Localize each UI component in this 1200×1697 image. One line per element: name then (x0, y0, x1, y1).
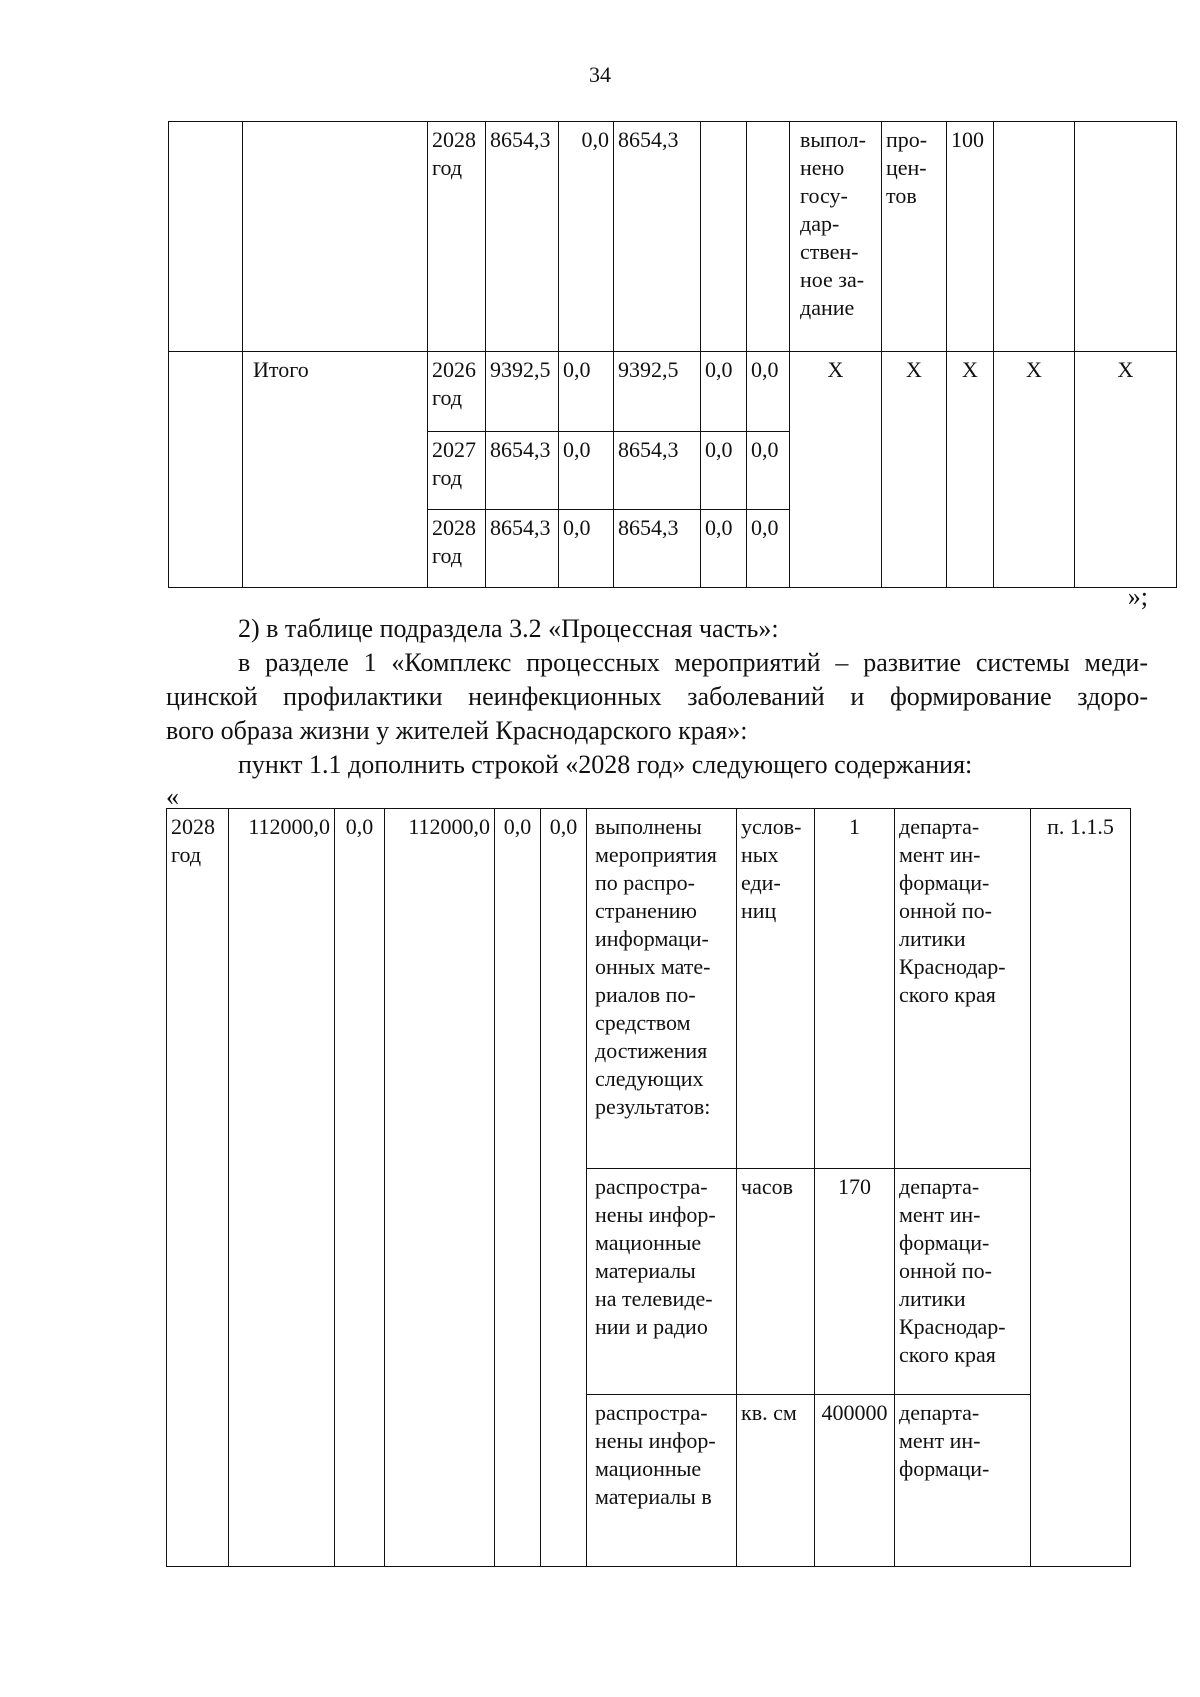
paragraph-section-line3: вого образа жизни у жителей Краснодарского края»: (166, 716, 748, 745)
empty-cell (1075, 122, 1177, 352)
year-cell: 2028 год (167, 809, 229, 1567)
municipal-cell: 0,0 (701, 352, 747, 432)
result-cell: распростра- нены инфор- мационные материалы на телевиде- нии и радио (587, 1169, 737, 1395)
extrabudget-cell: 0,0 (747, 432, 790, 510)
empty-cell (701, 122, 747, 352)
extrabudget-cell: 0,0 (747, 510, 790, 588)
responsible-cell: департа- мент ин- формаци- онной по- литики Краснодар- ского края (895, 1169, 1031, 1395)
extrabudget-cell: 0,0 (541, 809, 587, 1567)
table-row (169, 352, 1177, 432)
empty-cell (243, 122, 428, 352)
unit-cell: кв. см (737, 1395, 815, 1567)
empty-cell (747, 122, 790, 352)
result-cell: выпол- нено госу- дар- ствен- ное за- дание (790, 122, 882, 352)
x-mark: X (790, 352, 882, 588)
federal-cell: 0,0 (559, 352, 614, 432)
regional-cell: 8654,3 (614, 432, 701, 510)
value-cell: 400000 (815, 1395, 895, 1567)
measures-table (166, 808, 1131, 1567)
opening-quote: « (166, 782, 179, 811)
unit-cell: про- цен- тов (882, 122, 947, 352)
table-row (169, 122, 1177, 352)
year-cell: 2027 год (428, 432, 486, 510)
empty-cell (994, 122, 1075, 352)
item-reference: п. 1.1.5 (1031, 809, 1131, 1567)
municipal-cell: 0,0 (495, 809, 541, 1567)
paragraph-section-line2: цинской профилактики неинфекционных заболеваний и формирование здоро- (166, 682, 1148, 711)
total-cell: 112000,0 (229, 809, 335, 1567)
unit-cell: часов (737, 1169, 815, 1395)
responsible-cell: департа- мент ин- формаци- (895, 1395, 1031, 1567)
x-mark: X (1075, 352, 1177, 588)
total-cell: 8654,3 (486, 122, 559, 352)
total-label: Итого (243, 352, 428, 588)
municipal-cell: 0,0 (701, 432, 747, 510)
x-mark: X (947, 352, 994, 588)
regional-cell: 9392,5 (614, 352, 701, 432)
regional-cell: 8654,3 (614, 510, 701, 588)
extrabudget-cell: 0,0 (747, 352, 790, 432)
responsible-cell: департа- мент ин- формаци- онной по- литики Краснодар- ского края (895, 809, 1031, 1169)
closing-quote: »; (1127, 582, 1148, 611)
year-cell: 2028 год (428, 122, 486, 352)
unit-cell: услов- ных еди- ниц (737, 809, 815, 1169)
federal-cell: 0,0 (335, 809, 385, 1567)
total-cell: 8654,3 (486, 510, 559, 588)
paragraph-point: пункт 1.1 дополнить строкой «2028 год» следующего содержания: (238, 750, 973, 779)
year-cell: 2026 год (428, 352, 486, 432)
federal-cell: 0,0 (559, 432, 614, 510)
x-mark: X (882, 352, 947, 588)
page-number: 34 (589, 62, 611, 87)
regional-cell: 8654,3 (614, 122, 701, 352)
value-cell: 170 (815, 1169, 895, 1395)
result-cell: распростра- нены инфор- мационные материалы в (587, 1395, 737, 1567)
empty-cell (169, 122, 243, 352)
value-cell: 100 (947, 122, 994, 352)
empty-cell (169, 352, 243, 588)
total-cell: 8654,3 (486, 432, 559, 510)
paragraph-subsection: 2) в таблице подраздела 3.2 «Процессная часть»: (238, 614, 779, 643)
results-table-continuation (168, 121, 1177, 588)
municipal-cell: 0,0 (701, 510, 747, 588)
year-cell: 2028 год (428, 510, 486, 588)
value-cell: 1 (815, 809, 895, 1169)
paragraph-section-line1: в разделе 1 «Комплекс процессных мероприятий – развитие системы меди- (238, 648, 1148, 677)
total-cell: 9392,5 (486, 352, 559, 432)
x-mark: X (994, 352, 1075, 588)
federal-cell: 0,0 (559, 122, 614, 352)
federal-cell: 0,0 (559, 510, 614, 588)
regional-cell: 112000,0 (385, 809, 495, 1567)
result-cell: выполнены мероприятия по распро- странению информаци- онных мате- риалов по- средством достижения следующих результатов: (587, 809, 737, 1169)
table-row (167, 809, 1131, 1169)
